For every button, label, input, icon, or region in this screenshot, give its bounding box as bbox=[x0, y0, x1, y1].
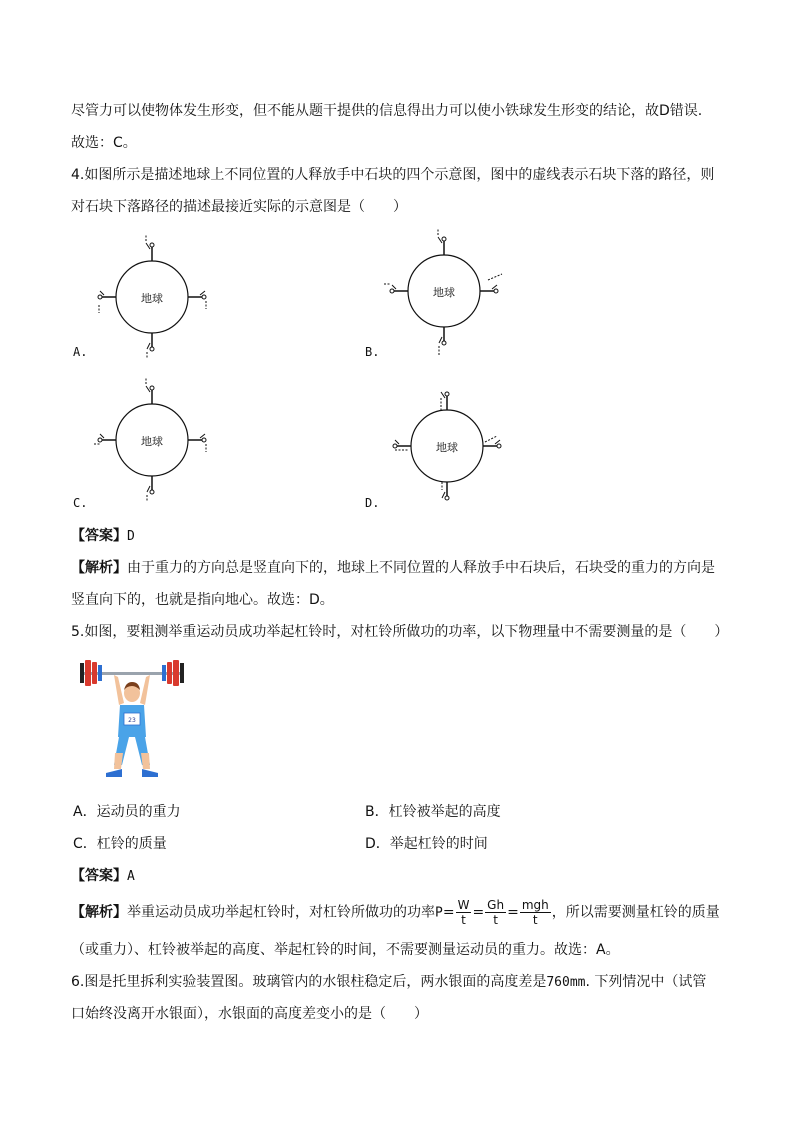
weightlifter-illustration bbox=[76, 655, 188, 783]
fraction-w-t: $\frac{W}{t}$ bbox=[457, 898, 470, 927]
earth-label: 地球 bbox=[436, 441, 458, 454]
question-6-stem: 口始终没离开水银面），水银面的高度差变小的是（ ） bbox=[71, 1006, 428, 1022]
formula-p: P bbox=[435, 905, 443, 921]
option-b-label: B. bbox=[365, 345, 380, 359]
question-4-stem: 4.如图所示是描述地球上不同位置的人释放手中石块的四个示意图，图中的虚线表示石块下落的路径，则 bbox=[71, 167, 715, 183]
option-c-label: C. bbox=[73, 496, 88, 510]
analysis-tag: 【解析】 bbox=[71, 560, 127, 576]
option-b: B．杠铃被举起的高度 bbox=[365, 804, 501, 820]
earth-label: 地球 bbox=[433, 286, 455, 299]
analysis-line bbox=[71, 898, 720, 928]
answer-line bbox=[71, 526, 135, 547]
option-c: C．杠铃的质量 bbox=[73, 836, 167, 852]
diagram-b bbox=[380, 228, 510, 358]
stem-text: 6.图是托里拆利实验装置图。玻璃管内的水银柱稳定后，两水银面的高度差是 bbox=[71, 974, 547, 990]
formula-eq: = bbox=[507, 904, 519, 921]
formula-eq: = bbox=[442, 904, 455, 921]
answer-line bbox=[71, 866, 135, 887]
formula-eq: = bbox=[472, 904, 485, 921]
diagram-c bbox=[88, 378, 218, 503]
earth-label: 地球 bbox=[141, 435, 163, 448]
answer-tag: 【答案】 bbox=[71, 528, 127, 544]
answer-tag: 【答案】 bbox=[71, 868, 127, 884]
analysis-text: ，所以需要测量杠铃的质量 bbox=[551, 904, 720, 921]
option-d: D．举起杠铃的时间 bbox=[365, 836, 488, 852]
question-5-stem: 5.如图，要粗测举重运动员成功举起杠铃时，对杠铃所做功的功率，以下物理量中不需要测量的是（ ） bbox=[71, 624, 729, 640]
stem-value: 760mm bbox=[546, 975, 586, 990]
analysis-line: 竖直向下的，也就是指向地心。故选：D。 bbox=[71, 592, 334, 608]
question-4-stem: 对石块下落路径的描述最接近实际的示意图是（ ） bbox=[71, 199, 407, 215]
analysis-text: 由于重力的方向总是竖直向下的，地球上不同位置的人释放手中石块后，石块受的重力的方向是 bbox=[127, 560, 715, 576]
option-a-label: A. bbox=[73, 345, 88, 359]
option-a: A．运动员的重力 bbox=[73, 804, 181, 820]
fraction-gh-t: $\frac{Gh}{t}$ bbox=[487, 898, 505, 927]
analysis-tag: 【解析】 bbox=[71, 904, 127, 921]
question-6-stem bbox=[71, 972, 706, 993]
diagram-a bbox=[90, 235, 220, 360]
bib-number: 23 bbox=[128, 717, 136, 724]
analysis-text: 举重运动员成功举起杠铃时，对杠铃所做功的功率 bbox=[127, 904, 435, 921]
fraction-mgh-t: $\frac{\text{mgh}}{t}$ bbox=[521, 898, 549, 927]
text-line: 尽管力可以使物体发生形变，但不能从题干提供的信息得出力可以使小铁球发生形变的结论，故D错误. bbox=[71, 103, 703, 119]
analysis-line: （或重力）、杠铃被举起的高度、举起杠铃的时间，不需要测量运动员的重力。故选：A。 bbox=[71, 942, 620, 958]
diagram-d bbox=[383, 384, 513, 509]
earth-label: 地球 bbox=[141, 292, 163, 305]
option-d-label: D. bbox=[365, 496, 380, 510]
text-line: 故选：C。 bbox=[71, 135, 137, 151]
analysis-line bbox=[71, 558, 715, 578]
answer-value: A bbox=[127, 869, 135, 884]
stem-text: . 下列情况中（试管 bbox=[585, 974, 707, 990]
answer-value: D bbox=[127, 529, 135, 544]
